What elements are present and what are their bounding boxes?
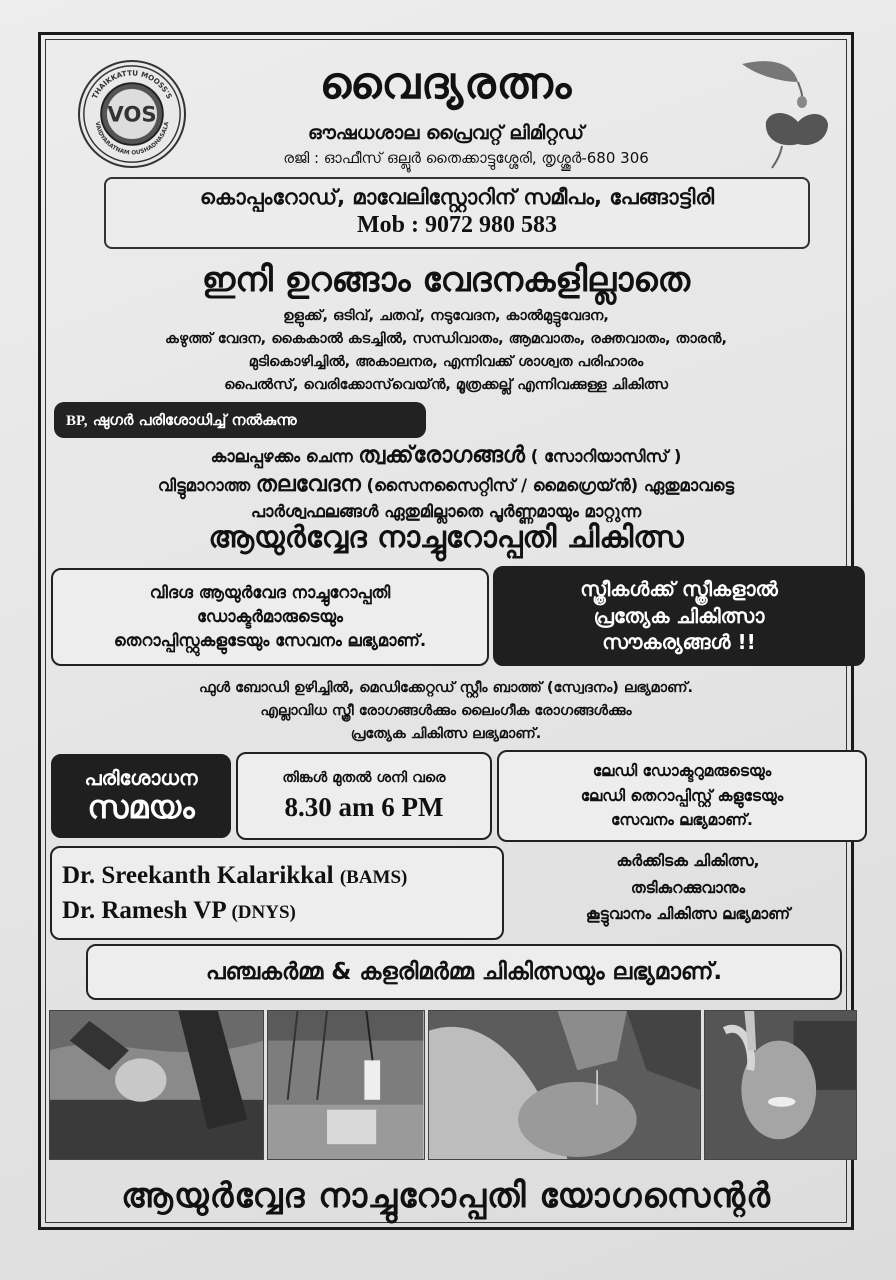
doctor-entry: Dr. Ramesh VP (DNYS) — [62, 897, 296, 924]
conditions-line: മുടികൊഴിച്ചിൽ, അകാലനര, എന്നിവക്ക് ശാശ്വത പരിഹാരം — [248, 354, 644, 370]
poster-frame — [38, 32, 854, 1230]
rope-yoga-therapy-photo-icon — [267, 1010, 424, 1160]
branch-address: കൊപ്പംറോഡ്, മാവേലിസ്റ്റോറിന് സമീപം, പേങ്ങാട്ടിരി — [199, 185, 715, 209]
clinic-name-title: വൈദ്യരത്നം — [319, 58, 573, 109]
treatment-title: ആയുർവ്വേദ നാച്ചുറോപ്പതി ചികിത്സ — [208, 520, 684, 555]
conditions-line: കഴുത്ത് വേദന, കൈകാൽ കടച്ചിൽ, സന്ധിവാതം, ആമവാതം, രക്തവാതം, താരൻ, — [165, 331, 727, 347]
treatment-photo-strip — [49, 1010, 857, 1160]
facial-massage-photo-icon — [704, 1010, 857, 1160]
lady-doctor-service-box: ലേഡി ഡോക്ടറുമരുടെയും ലേഡി തെറാപ്പിസ്റ്റ് കളുടേയും സേവനം ലഭ്യമാണ്. — [497, 750, 867, 842]
registered-office-address: രജി : ഓഫീസ് ഒല്ലൂർ തൈക്കാട്ടുശ്ശേരി, തൃശ്ശൂർ-680 306 — [283, 149, 649, 167]
facility-line: പ്രത്യേക ചികിത്സ ലഭ്യമാണ്. — [350, 726, 542, 742]
women-special-treatment-box: സ്ത്രീകൾക്ക് സ്ത്രീകളാൽ പ്രത്യേക ചികിത്സാ സൗകര്യങ്ങൾ !! — [493, 566, 865, 666]
doctors-box — [50, 846, 504, 940]
doctor-entry: Dr. Sreekanth Kalarikkal (BAMS) — [62, 862, 408, 889]
conditions-line: ഉളുക്ക്, ഒടിവ്, ചതവ്, നടുവേദന, കാൽമുട്ടുവേദന, — [283, 308, 609, 324]
skin-disease-line: കാലപ്പഴക്കം ചെന്ന ത്വക്ക്‌രോഗങ്ങൾ ( സോറിയാസിസ് ) — [210, 443, 682, 468]
herbal-poultice-massage-photo-icon — [49, 1010, 264, 1160]
poster-inner-frame — [45, 39, 847, 1223]
svg-text:THAIKKATTU MOOSS'S: THAIKKATTU MOOSS'S — [89, 68, 175, 101]
mobile-number[interactable]: Mob : 9072 980 583 — [357, 212, 557, 238]
side-effects-line: പാർശ്വഫലങ്ങൾ ഏതുമില്ലാതെ പൂർണ്ണമായും മാറ്റുന്ന — [250, 502, 642, 521]
karkidaka-treatment-text: കർക്കിടക ചികിത്സ, തടികുറക്കുവാനും കൂട്ടുവാനം ചികിത്സ ലഭ്യമാണ് — [585, 852, 791, 924]
facility-line: ഫുൾ ബോഡി ഉഴിച്ചിൽ, മെഡിക്കേറ്റഡ് സ്റ്റീം ബാത്ത് (സ്വേദനം) ലഭ്യമാണ്. — [198, 680, 694, 696]
working-hours: 8.30 am 6 PM — [284, 791, 444, 822]
clinic-seal-logo-icon — [78, 60, 186, 168]
bp-sugar-check-badge: BP, ഷുഗർ പരിശോധിച്ച് നൽകുന്നു — [54, 402, 426, 438]
consultation-time-label: പരിശോധന സമയം — [51, 754, 231, 838]
address-contact-box — [104, 177, 810, 249]
panchakarma-banner: പഞ്ചകർമ്മ & കളരിമർമ്മ ചികിത്സയും ലഭ്യമാണ്. — [86, 944, 842, 1000]
headache-line: വിട്ടുമാറാത്ത തലവേദന (സൈനസൈറ്റിസ് / മൈഗ്രെയ്ൻ) ഏതുമാവട്ടെ — [157, 472, 735, 497]
svg-text:VAIDYARATNAM OUSHADHASALA: VAIDYARATNAM OUSHADHASALA — [93, 121, 171, 157]
conditions-line: പൈൽസ്, വെരിക്കോസ്‌വെയ്ൻ, മൂത്രക്കല്ല് എന്നിവക്കുള്ള ചികിത്സ — [224, 377, 668, 393]
leaf-drop-herb-illustration-icon — [736, 52, 836, 172]
svg-text:VOS: VOS — [107, 101, 157, 127]
working-days: തിങ്കൾ മുതൽ ശനി വരെ — [282, 769, 446, 786]
footer-center-title: ആയുർവ്വേദ നാച്ചുറോപ്പതി യോഗസെന്റർ — [121, 1176, 771, 1216]
consultation-hours-box — [236, 752, 492, 840]
facility-line: എല്ലാവിധ സ്ത്രീ രോഗങ്ങൾക്കും ലൈംഗീക രോഗങ്ങൾക്കും — [260, 703, 632, 719]
experts-service-box: വിദഗ്ദ ആയുർവേദ നാച്ചുറോപ്പതി ഡോക്ടർമാരുടെയും തെറാപ്പിസ്റ്റുകളുടേയും സേവനം ലഭ്യമാണ്. — [51, 568, 489, 666]
shirodhara-treatment-photo-icon — [428, 1010, 701, 1160]
headline: ഇനി ഉറങ്ങാം വേദനകളില്ലാതെ — [201, 260, 691, 300]
clinic-subtitle: ഔഷധശാല പ്രൈവറ്റ് ലിമിറ്റഡ് — [308, 122, 584, 144]
